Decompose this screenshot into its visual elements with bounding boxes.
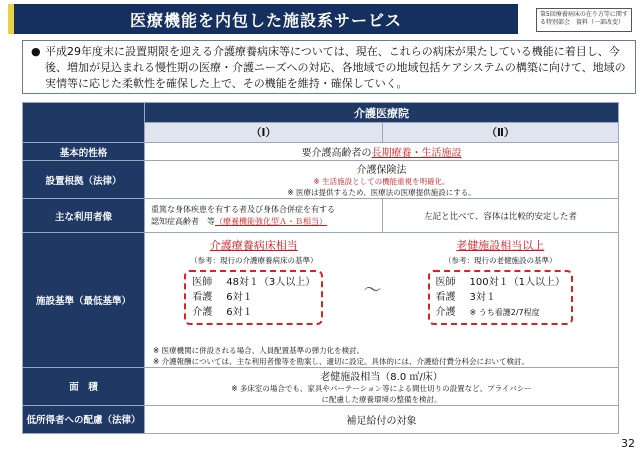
ratio-value: 100対１（1人以上）: [469, 277, 565, 288]
role-label: 医師: [192, 277, 213, 288]
area-note-1: ※ 多床室の場合でも、家具やパーテーション等による間仕切りの設置など、プライバシー: [231, 383, 532, 393]
left-staff-row: [192, 290, 315, 305]
ratio-value: ※ うち看護2/7程度: [469, 308, 540, 317]
left-staff-row: [192, 275, 315, 290]
legal-note-2: ※ 医療は提供するため、医療法の医療提供施設にする。: [287, 188, 476, 197]
standard-left: [145, 233, 363, 345]
area-main: 老健施設相当（8.0 ㎡/床）: [320, 371, 443, 383]
legal-main: 介護保険法: [356, 165, 407, 176]
col-header-1: （Ⅰ）: [145, 123, 383, 143]
page-number: 32: [621, 437, 635, 450]
tilde-mark: ～: [363, 233, 383, 345]
legal-note-1: ※ 生活施設としての機能重視を明確化。: [313, 177, 450, 186]
role-label: 介護: [192, 307, 213, 318]
ratio-value: 6対１: [226, 307, 253, 318]
income-cell: 補足給付の対象: [145, 405, 619, 433]
area-cell: [145, 367, 619, 405]
col-header-2: （Ⅱ）: [383, 123, 619, 143]
users-right: 左記と比べて、容体は比較的安定した者: [383, 199, 619, 233]
intro-text: 平成29年度末に設置期限を迎える介護療養病床等については、現在、これらの病床が果たしている機能に着目し、今後、増加が見込まれる慢性期の医療・介護ニーズへの対応、各地域での地域包括ケアシステムの構築に向けて、地域の実情等に応じた柔軟性を確保した上で、その機能を維持・確保していく。: [45, 45, 626, 90]
standard-right-title: 老健施設相当以上: [456, 239, 545, 252]
standard-right-ref: （参考：現行の老健施設の基準）: [444, 256, 557, 265]
row-label-legal: 設置根拠（法律）: [23, 161, 145, 199]
page-title: 医療機能を内包した施設系サービス: [129, 11, 402, 30]
intro-box: [22, 40, 636, 94]
comparison-table: [22, 102, 619, 434]
right-staff-row: [436, 290, 565, 305]
users-left-red: （療養機能強化型Ａ・Ｂ相当）: [215, 216, 327, 226]
table-header: 介護医療院: [145, 103, 619, 123]
source-note: 第5回療養病床の在り方等に関する特別部会 資料（一部改変）: [536, 8, 632, 32]
basic-cell: [145, 143, 619, 161]
ratio-value: 6対１: [226, 292, 253, 303]
standard-note-1: ※ 医療機関に併設される場合、人員配置基準の弾力化を検討。: [153, 345, 365, 355]
right-staff-row: [436, 305, 565, 320]
right-staff-box: [428, 270, 573, 325]
title-bar: [8, 4, 518, 34]
role-label: 介護: [435, 307, 456, 318]
role-label: 看護: [435, 292, 456, 303]
right-staff-row: [436, 275, 565, 290]
role-label: 医師: [435, 277, 456, 288]
row-label-standard: 施設基準（最低基準）: [23, 233, 145, 368]
role-label: 看護: [192, 292, 213, 303]
left-staff-box: [184, 270, 323, 325]
standard-notes: [145, 345, 619, 368]
row-label-area: 面 積: [23, 367, 145, 405]
ratio-value: 3対１: [469, 292, 496, 303]
legal-cell: [145, 161, 619, 199]
users-left-2: 認知症高齢者 等: [151, 216, 215, 226]
basic-text: 要介護高齢者の: [301, 148, 372, 159]
bullet-icon: ●: [31, 45, 41, 58]
area-note-2: に配慮した療養環境の整備を検討。: [321, 394, 442, 404]
standard-note-2: ※ 介護報酬については、主な利用者像等を勘案し、適切に設定。具体的には、介護給付費分科会において検討。: [153, 356, 530, 366]
corner-cell: [23, 103, 145, 143]
ratio-value: 48対１（3人以上）: [226, 277, 316, 288]
standard-left-title: 介護療養病床相当: [209, 239, 298, 252]
standard-left-ref: （参考：現行の介護療養病床の基準）: [190, 256, 318, 265]
row-label-income: 低所得者への配慮（法律）: [23, 405, 145, 433]
standard-right: [383, 233, 619, 345]
basic-red: 長期療養・生活施設: [371, 148, 462, 159]
row-label-basic: 基本的性格: [23, 143, 145, 161]
row-label-users: 主な利用者像: [23, 199, 145, 233]
users-left-1: 重篤な身体疾患を有する者及び身体合併症を有する: [151, 204, 335, 214]
users-left: [145, 199, 383, 233]
left-staff-row: [192, 305, 315, 320]
